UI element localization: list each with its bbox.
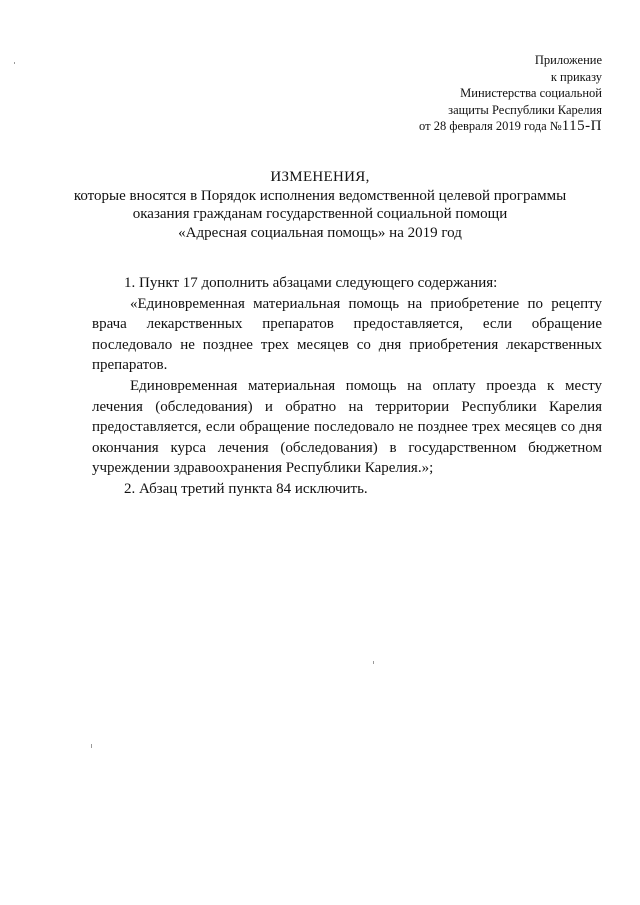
scan-speck xyxy=(91,744,92,748)
order-date: от 28 февраля 2019 года № xyxy=(419,119,562,133)
order-number: 115-П xyxy=(561,118,602,134)
document-body xyxy=(92,273,602,500)
appendix-line-1: Приложение xyxy=(534,53,602,67)
order-date-line xyxy=(419,118,602,135)
scan-speck xyxy=(14,62,15,64)
title-line-2: оказания гражданам государственной социальной помощи xyxy=(132,206,508,222)
list-item-2: 2. Абзац третий пункта 84 исключить. xyxy=(124,480,368,497)
paragraph-1: «Единовременная материальная помощь на приобретение по рецепту врача лекарственных препаратов предоставляется, если обращение последовало не позднее трех месяцев со дня приобретения лекарственных препаратов. xyxy=(92,295,602,374)
appendix-line-2: к приказу xyxy=(550,69,602,84)
title-heading: ИЗМЕНЕНИЯ, xyxy=(270,169,370,185)
title-line-1: которые вносятся в Порядок исполнения ведомственной целевой программы xyxy=(73,187,567,204)
appendix-block xyxy=(419,52,602,135)
list-item-1: 1. Пункт 17 дополнить абзацами следующего содержания: xyxy=(124,275,498,291)
paragraph-2: Единовременная материальная помощь на оплату проезда к месту лечения (обследования) и обратно на территории Республики Карелия предоставляется, если обращение последовало не позднее трех месяцев со дня окончания курса лечения (обследования) в государственном бюджетном учреждении здравоохранения Республики Карелия.»; xyxy=(92,377,602,477)
document-title xyxy=(60,168,580,242)
appendix-line-3: Министерства социальной xyxy=(460,86,602,100)
appendix-line-4: защиты Республики Карелия xyxy=(448,102,602,117)
scan-speck xyxy=(373,661,374,664)
title-line-3: «Адресная социальная помощь» на 2019 год xyxy=(178,224,462,241)
